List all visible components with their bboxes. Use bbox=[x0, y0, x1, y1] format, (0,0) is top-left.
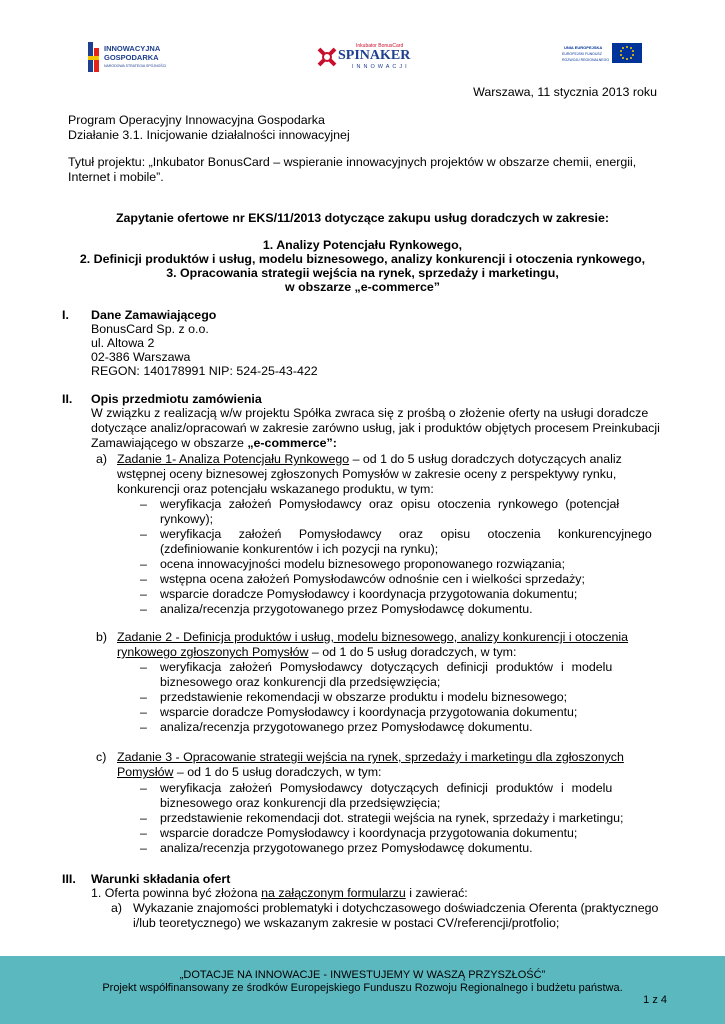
ig-emblem-icon bbox=[86, 42, 102, 72]
task-c-title-1: Zadanie 3 - Opracowanie strategii wejścia na rynek, sprzedaży i marketingu dla zgłoszonych bbox=[117, 750, 624, 764]
bullet-dash: – bbox=[140, 690, 147, 704]
task-c-line-2 bbox=[117, 765, 381, 780]
bullet-dash: – bbox=[140, 557, 147, 571]
inquiry-item-2: 2. Definicji produktów i usług, modelu biznesowego, analizy konkurencji i otoczenia rynkowego, bbox=[79, 252, 646, 266]
task-a-bullet-5: wsparcie doradcze Pomysłodawcy i koordynacja przygotowania dokumentu; bbox=[160, 587, 578, 601]
logo-spinaker bbox=[314, 40, 414, 72]
task-a-line-2: wstępnej oceny biznesowej zgłoszonych Pomysłów w zakresie oceny z perspektywy rynku, bbox=[117, 467, 617, 481]
bullet-dash: – bbox=[140, 602, 147, 616]
footer-slogan: „DOTACJE NA INNOWACJE - INWESTUJEMY W WASZĄ PRZYSZŁOŚĆ” bbox=[179, 969, 546, 981]
task-b-title-2: rynkowego zgłoszonych Pomysłów bbox=[117, 645, 309, 659]
page-number: 1 z 4 bbox=[643, 994, 667, 1006]
ig-line3: NARODOWA STRATEGIA SPÓJNOŚCI bbox=[104, 64, 167, 68]
section-3-sub-a-1: Wykazanie znajomości problematyki i dotychczasowego doświadczenia Oferenta (praktycznego bbox=[133, 901, 659, 915]
bullet-dash: – bbox=[140, 497, 147, 511]
section-3-item-1 bbox=[91, 886, 468, 901]
logo-innowacyjna-gospodarka bbox=[86, 40, 186, 76]
eu-line2: EUROPEJSKI FUNDUSZ bbox=[562, 52, 602, 56]
task-b-title-1: Zadanie 2 - Definicja produktów i usług, modelu biznesowego, analizy konkurencji i otoczenia bbox=[117, 630, 629, 644]
spinaker-top: Inkubator BonusCard bbox=[356, 43, 404, 49]
ig-line2: GOSPODARKA bbox=[104, 53, 159, 62]
footer-cofinance: Projekt współfinansowany ze środków Europejskiego Funduszu Rozwoju Regionalnego i budżetu państwa. bbox=[102, 982, 623, 994]
task-a-bullet-1b: rynkowy); bbox=[160, 512, 214, 526]
bullet-dash: – bbox=[140, 587, 147, 601]
bullet-dash: – bbox=[140, 720, 147, 734]
inquiry-item-1: 1. Analizy Potencjału Rynkowego, bbox=[262, 238, 463, 252]
task-a-bullet-2b: (zdefiniowanie konkurentów i ich pozycji na rynku); bbox=[160, 542, 439, 556]
section-3-sub-a-2: i/lub teoretycznego) we wskazanym zakresie w postaci CV/referencji/protfolio; bbox=[133, 916, 560, 930]
bullet-dash: – bbox=[140, 705, 147, 719]
task-c-bullet-1a: weryfikacja założeń Pomysłodawcy dotyczących definicji produktów i modelu bbox=[160, 781, 613, 795]
project-title-2: Internet i mobile”. bbox=[68, 170, 164, 184]
spinaker-emblem-icon bbox=[316, 46, 338, 68]
bullet-dash: – bbox=[140, 841, 147, 855]
task-a-line-1 bbox=[117, 452, 622, 467]
eu-line1: UNIA EUROPEJSKA bbox=[564, 45, 603, 50]
buyer-ids: REGON: 140178991 NIP: 524-25-43-422 bbox=[91, 364, 318, 378]
task-b-rest: – od 1 do 5 usług doradczych, w tym: bbox=[308, 645, 517, 659]
section-1-title: Dane Zamawiającego bbox=[91, 308, 217, 322]
task-a-bullet-1a: weryfikacja założeń Pomysłodawcy oraz opisu otoczenia rynkowego (potencjał bbox=[160, 497, 620, 511]
inquiry-item-4: w obszarze „e-commerce” bbox=[285, 280, 440, 294]
task-b-bullet-1a: weryfikacja założeń Pomysłodawcy dotyczących definicji produktów i modelu bbox=[160, 660, 613, 674]
task-c-rest: – od 1 do 5 usług doradczych, w tym: bbox=[173, 765, 382, 779]
bullet-dash: – bbox=[140, 527, 147, 541]
bullet-dash: – bbox=[140, 660, 147, 674]
task-c-title-2: Pomysłów bbox=[117, 765, 174, 779]
section-3-title: Warunki składania ofert bbox=[91, 872, 231, 886]
inquiry-title: Zapytanie ofertowe nr EKS/11/2013 dotyczące zakupu usług doradczych w zakresie: bbox=[115, 211, 610, 225]
section-2-intro-3 bbox=[91, 436, 337, 451]
logo-eu bbox=[562, 43, 642, 67]
project-title-1: Tytuł projektu: „Inkubator BonusCard – wspieranie innowacyjnych projektów w obszarze chemii, energii, bbox=[68, 155, 637, 169]
section-3-number: III. bbox=[62, 872, 76, 886]
task-b-bullet-1b: biznesowego oraz konkurencji dla przedsięwzięcia; bbox=[160, 675, 441, 689]
task-b-bullet-4: analiza/recenzja przygotowanego przez Pomysłodawcę dokumentu. bbox=[160, 720, 533, 734]
spinaker-name: SPINAKER bbox=[338, 48, 411, 63]
eu-flag-icon bbox=[612, 43, 642, 63]
task-c-bullet-3: wsparcie doradcze Pomysłodawcy i koordynacja przygotowania dokumentu; bbox=[160, 826, 578, 840]
task-c-bullet-2: przedstawienie rekomendacji dot. strategii wejścia na rynek, sprzedaży i marketingu; bbox=[160, 811, 624, 825]
bullet-dash: – bbox=[140, 572, 147, 586]
task-a-bullet-3: ocena innowacyjności modelu biznesowego proponowanego rozwiązania; bbox=[160, 557, 566, 571]
task-a-rest: – od 1 do 5 usług doradczych dotyczących analiz bbox=[349, 452, 622, 466]
form-link[interactable]: na załączonym formularzu bbox=[261, 886, 406, 900]
bullet-dash: – bbox=[140, 811, 147, 825]
section-2-intro-3-text: Zamawiającego w obszarze bbox=[91, 436, 248, 450]
section-2-intro-1: W związku z realizacją w/w projektu Spółka zwraca się z prośbą o złożenie oferty na usługi doradcze bbox=[91, 406, 649, 420]
ig-line1: INNOWACYJNA bbox=[104, 44, 161, 53]
task-c-bullet-1b: biznesowego oraz konkurencji dla przedsięwzięcia; bbox=[160, 796, 441, 810]
section-2-intro-3-bold: „e-commerce”: bbox=[247, 436, 337, 450]
buyer-city: 02-386 Warszawa bbox=[91, 350, 191, 364]
bullet-dash: – bbox=[140, 781, 147, 795]
task-b-line-2 bbox=[117, 645, 516, 660]
eu-line3: ROZWOJU REGIONALNEGO bbox=[562, 58, 610, 62]
spinaker-sub: INNOWACJI bbox=[352, 64, 410, 70]
task-b-label: b) bbox=[96, 630, 108, 644]
buyer-street: ul. Altowa 2 bbox=[91, 336, 155, 350]
task-a-bullet-2a: weryfikacja założeń Pomysłodawcy oraz opisu otoczenia konkurencyjnego bbox=[160, 527, 652, 541]
section-1-number: I. bbox=[62, 308, 69, 322]
section-3-sub-a-label: a) bbox=[111, 901, 123, 915]
action-name: Działanie 3.1. Inicjowanie działalności innowacyjnej bbox=[68, 128, 350, 142]
buyer-name: BonusCard Sp. z o.o. bbox=[91, 322, 209, 336]
task-c-label: c) bbox=[96, 750, 107, 764]
task-a-label: a) bbox=[96, 452, 108, 466]
section-2-number: II. bbox=[62, 392, 73, 406]
task-a-bullet-6: analiza/recenzja przygotowanego przez Pomysłodawcę dokumentu. bbox=[160, 602, 533, 616]
section-3-item-1-text: 1. Oferta powinna być złożona bbox=[91, 886, 262, 900]
task-a-title: Zadanie 1- Analiza Potencjału Rynkowego bbox=[117, 452, 350, 466]
footer-banner bbox=[0, 956, 725, 1024]
inquiry-item-3: 3. Opracowania strategii wejścia na rynek, sprzedaży i marketingu, bbox=[166, 266, 559, 280]
bullet-dash: – bbox=[140, 826, 147, 840]
task-c-bullet-4: analiza/recenzja przygotowanego przez Pomysłodawcę dokumentu. bbox=[160, 841, 533, 855]
section-3-item-1-end: i zawierać: bbox=[405, 886, 468, 900]
task-a-line-3: konkurencji oraz potencjału wskazanego produktu, w tym: bbox=[117, 482, 434, 496]
section-2-intro-2: dotyczące analiz/opracowań w zakresie zarówno usług, jak i produktów objętych procesem Preinkubacji bbox=[91, 421, 660, 435]
section-2-title: Opis przedmiotu zamówienia bbox=[91, 392, 262, 406]
task-b-bullet-3: wsparcie doradcze Pomysłodawcy i koordynacja przygotowania dokumentu; bbox=[160, 705, 578, 719]
program-name: Program Operacyjny Innowacyjna Gospodarka bbox=[68, 113, 325, 127]
task-a-bullet-4: wstępna ocena założeń Pomysłodawców odnośnie cen i wielkości sprzedaży; bbox=[160, 572, 585, 586]
task-b-bullet-2: przedstawienie rekomendacji w obszarze produktu i modelu biznesowego; bbox=[160, 690, 568, 704]
date-line: Warszawa, 11 stycznia 2013 roku bbox=[473, 85, 657, 99]
